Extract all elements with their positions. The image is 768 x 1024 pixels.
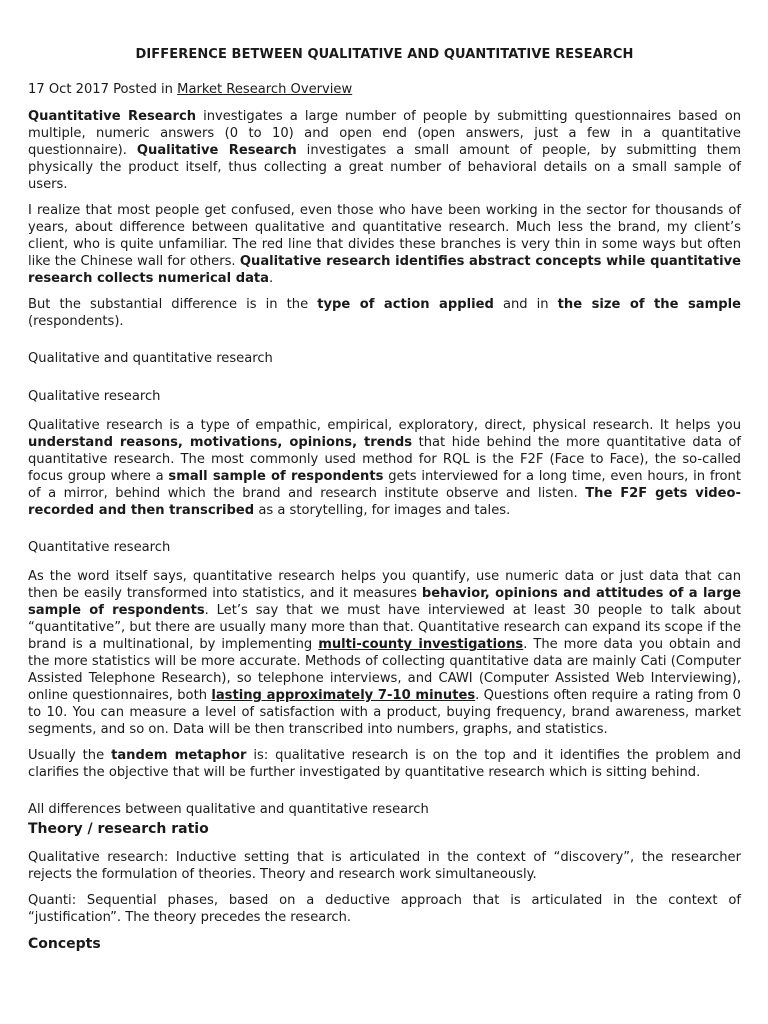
heading-quantitative: Quantitative research	[28, 540, 171, 555]
bold-term: small sample of respondents	[168, 469, 384, 484]
bold-term: behavior, opinions and attitudes of a large sample of respondents	[28, 586, 741, 618]
bold-term: type of action applied	[317, 297, 494, 312]
article-title: DIFFERENCE BETWEEN QUALITATIVE AND QUANTITATIVE RESEARCH	[135, 47, 634, 62]
bold-term: Qualitative research identifies abstract concepts while quantitative research collects numerical data	[28, 254, 741, 286]
subheading-concepts: Concepts	[28, 936, 101, 952]
bold-term: Qualitative Research	[136, 143, 297, 158]
text-run: that hide behind the more quantitative data of quantitative research. The most commonly used method for RQL is the F2F (Face to Face), the so-called focus group where a	[28, 435, 741, 484]
paragraph-confusion	[28, 202, 741, 287]
text-run: Usually the	[28, 748, 112, 763]
paragraph-intro	[28, 108, 741, 193]
text-run: investigates a small amount of people, by submitting them physically the product itself, thus collecting a great number of behavioral details on a small sample of users.	[28, 143, 741, 192]
bold-term: tandem metaphor	[111, 748, 247, 763]
subheading-theory: Theory / research ratio	[28, 821, 209, 837]
heading-all-differences: All differences between qualitative and quantitative research	[28, 802, 429, 817]
paragraph-theory-quant: Quanti: Sequential phases, based on a deductive approach that is articulated in the context of “justification”. The theory precedes the research.	[28, 893, 741, 925]
category-link[interactable]: Market Research Overview	[177, 82, 353, 97]
paragraph-theory-qual: Qualitative research: Inductive setting that is articulated in the context of “discovery”, the researcher rejects the formulation of theories. Theory and research work simultaneously.	[28, 850, 741, 882]
bold-term: The F2F gets video-recorded and then transcribed	[28, 486, 741, 518]
text-run: But the substantial difference is in the	[28, 297, 318, 312]
paragraph-qualitative	[28, 417, 741, 519]
heading-qual-and-quant: Qualitative and quantitative research	[28, 351, 273, 366]
text-run: is: qualitative research is on the top and it identifies the problem and clarifies the objective that will be further investigated by quantitative research which is sitting behind.	[28, 748, 742, 780]
post-date: 17 Oct 2017	[28, 82, 109, 97]
paragraph-difference	[28, 296, 741, 330]
bold-term: the size of the sample	[557, 297, 741, 312]
text-run: as a storytelling, for images and tales.	[254, 503, 511, 518]
text-run: As the word itself says, quantitative research helps you quantify, use numeric data or just data that can then be easily transformed into statistics, and it measures	[28, 569, 741, 601]
text-run: .	[269, 271, 274, 286]
text-run: . Questions often require a rating from 0 to 10. You can measure a level of satisfaction with a product, buying frequency, brand awareness, market segments, and so on. Data will be then transcribed into numbers, graphs, and statistics.	[28, 688, 741, 737]
text-run: I realize that most people get confused, even those who have been working in the sector for thousands of years, about difference between qualitative and quantitative research. Much less the brand, my client’s client, who is quite unfamiliar. The red line that divides these branches is very thin in some ways but often like the Chinese wall for others.	[28, 203, 741, 269]
text-run: Qualitative research is a type of empathic, empirical, exploratory, direct, physical research. It helps you	[28, 418, 741, 433]
heading-qualitative: Qualitative research	[28, 389, 161, 404]
text-run: . The more data you obtain and the more statistics will be more accurate. Methods of collecting quantitative data are mainly Cati (Computer Assisted Telephone Research), so telephone interviews, and CAWI (Computer Assisted Web Interviewing), online questionnaires, both	[28, 637, 741, 703]
paragraph-tandem	[28, 747, 741, 781]
text-run: (respondents).	[28, 314, 124, 329]
bold-term: Quantitative Research	[28, 109, 197, 124]
text-run: gets interviewed for a long time, even hours, in front of a mirror, behind which the brand and research institute observe and listen.	[28, 469, 741, 501]
text-run: . Let’s say that we must have interviewed at least 30 people to talk about “quantitative”, but there are usually many more than that. Quantitative research can expand its scope if the brand is a multinational, by implementing	[28, 603, 741, 652]
post-meta	[28, 81, 741, 98]
text-run: investigates a large number of people by submitting questionnaires based on multiple, numeric answers (0 to 10) and open end (open answers, just a few in a quantitative questionnaire).	[28, 109, 741, 158]
bold-term: understand reasons, motivations, opinions, trends	[28, 435, 413, 450]
posted-in-label: Posted in	[108, 82, 178, 97]
paragraph-quantitative	[28, 568, 741, 738]
underlined-term: lasting approximately 7-10 minutes	[211, 688, 476, 703]
text-run: and in	[493, 297, 558, 312]
underlined-term: multi-county investigations	[318, 637, 524, 652]
